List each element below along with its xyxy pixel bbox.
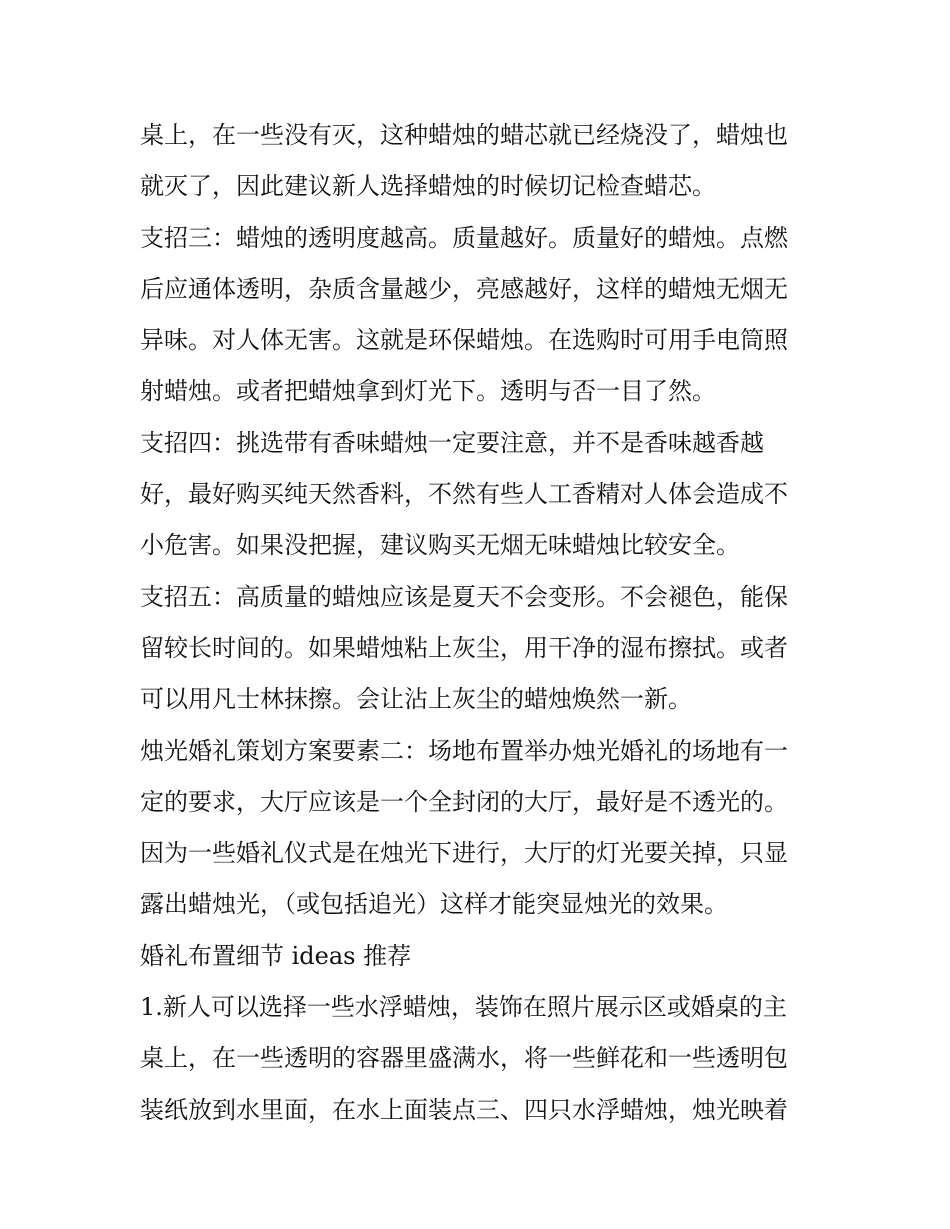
text-line: 露出蜡烛光，（或包括追光）这样才能突显烛光的效果。 — [140, 890, 728, 919]
text-line: 烛光婚礼策划方案要素二：场地布置举办烛光婚礼的场地有一 — [140, 736, 788, 765]
document-page — [140, 110, 820, 1136]
text-line: 桌上，在一些透明的容器里盛满水，将一些鲜花和一些透明包 — [140, 1044, 788, 1073]
text-line: 支招三：蜡烛的透明度越高。质量越好。质量好的蜡烛。点燃 — [140, 223, 788, 252]
text-line: 就灭了，因此建议新人选择蜡烛的时候切记检查蜡芯。 — [140, 172, 716, 201]
text-line: 装纸放到水里面，在水上面装点三、四只水浮蜡烛，烛光映着 — [140, 1095, 788, 1124]
text-line: 支招五：高质量的蜡烛应该是夏天不会变形。不会褪色，能保 — [140, 582, 788, 611]
text-line: 小危害。如果没把握，建议购买无烟无味蜡烛比较安全。 — [140, 531, 740, 560]
text-line: 因为一些婚礼仪式是在烛光下进行，大厅的灯光要关掉，只显 — [140, 839, 788, 868]
text-line: 异味。对人体无害。这就是环保蜡烛。在选购时可用手电筒照 — [140, 326, 788, 355]
text-line: 定的要求，大厅应该是一个全封闭的大厅，最好是不透光的。 — [140, 787, 788, 816]
text-line: 1.新人可以选择一些水浮蜡烛，装饰在照片展示区或婚桌的主 — [140, 993, 787, 1022]
text-line: 可以用凡士林抹擦。会让沾上灰尘的蜡烛焕然一新。 — [140, 685, 692, 714]
text-line: 射蜡烛。或者把蜡烛拿到灯光下。透明与否一目了然。 — [140, 377, 716, 406]
text-line: 支招四：挑选带有香味蜡烛一定要注意，并不是香味越香越 — [140, 428, 764, 457]
text-line: 桌上，在一些没有灭，这种蜡烛的蜡芯就已经烧没了，蜡烛也 — [140, 121, 788, 149]
section-heading: 婚礼布置细节 ideas 推荐 — [140, 941, 412, 970]
text-line: 留较长时间的。如果蜡烛粘上灰尘，用干净的湿布擦拭。或者 — [140, 633, 788, 662]
text-line: 好，最好购买纯天然香料，不然有些人工香精对人体会造成不 — [140, 480, 788, 509]
text-line: 后应通体透明，杂质含量越少，亮感越好，这样的蜡烛无烟无 — [140, 274, 788, 303]
